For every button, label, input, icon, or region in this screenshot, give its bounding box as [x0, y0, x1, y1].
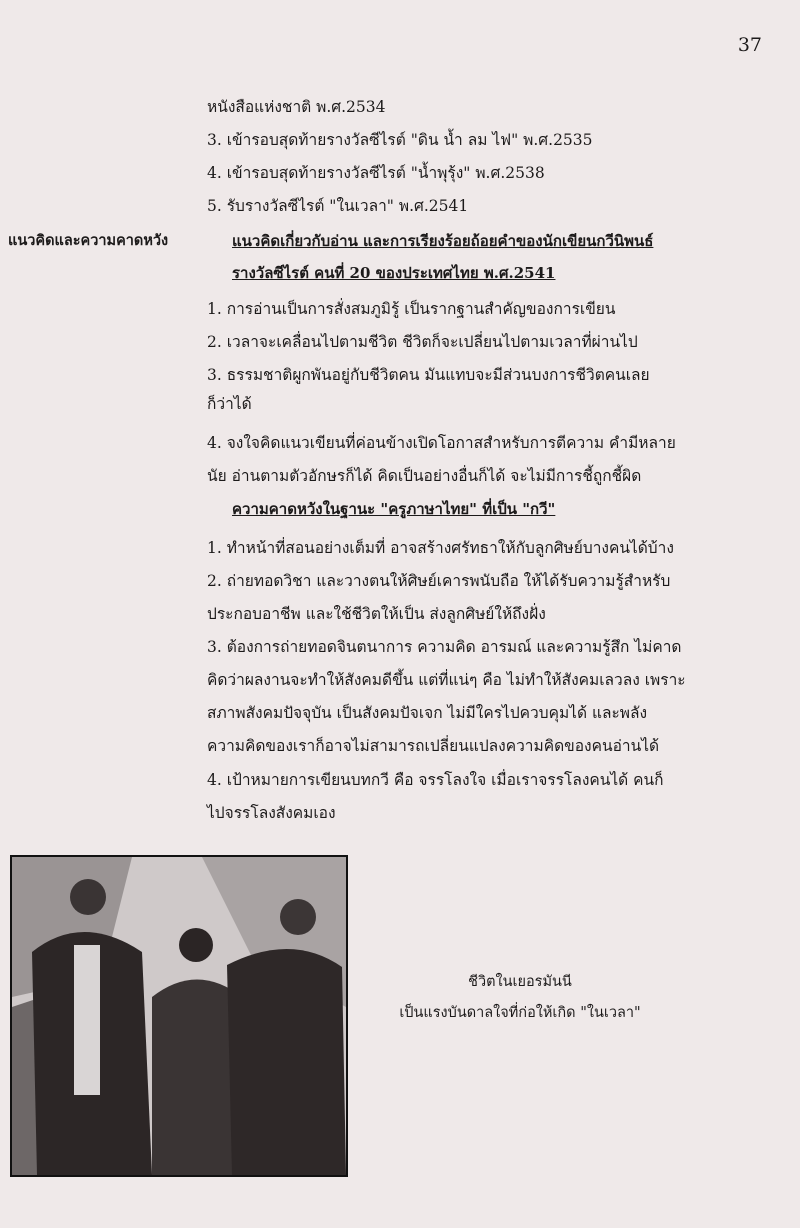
expectation-line: ไปจรรโลงสังคมเอง [207, 804, 336, 822]
expectation-line: 2. ถ่ายทอดวิชา และวางตนให้ศิษย์เคารพนับถือ ให้ได้รับความรู้สำหรับ [207, 572, 671, 590]
idea-line: 3. ธรรมชาติผูกพันอยู่กับชีวิตคน มันแทบจะมีส่วนบงการชีวิตคนเลย [207, 366, 650, 384]
idea-line: ก็ว่าได้ [207, 395, 252, 413]
photo-caption-title: ชีวิตในเยอรมันนี [468, 974, 572, 990]
expectation-line: คิดว่าผลงานจะทำให้สังคมดีขึ้น แต่ที่แน่ๆ คือ ไม่ทำให้สังคมเลวลง เพราะ [207, 671, 686, 689]
page-number: 37 [737, 34, 762, 56]
idea-line: 2. เวลาจะเคลื่อนไปตามชีวิต ชีวิตก็จะเปลี่ยนไปตามเวลาที่ผ่านไป [207, 333, 638, 351]
expectation-line: ประกอบอาชีพ และใช้ชีวิตให้เป็น ส่งลูกศิษย์ให้ถึงฝั่ง [207, 605, 546, 623]
list-line: 5. รับรางวัลซีไรต์ "ในเวลา" พ.ศ.2541 [207, 197, 469, 215]
list-line: 3. เข้ารอบสุดท้ายรางวัลซีไรต์ "ดิน น้ำ ลม ไฟ" พ.ศ.2535 [207, 131, 593, 149]
list-line: หนังสือแห่งชาติ พ.ศ.2534 [207, 98, 386, 116]
expectation-line: 3. ต้องการถ่ายทอดจินตนาการ ความคิด อารมณ์ และความรู้สึก ไม่คาด [207, 638, 682, 656]
list-line: 4. เข้ารอบสุดท้ายรางวัลซีไรต์ "น้ำพุรุ้ง" พ.ศ.2538 [207, 164, 545, 182]
expectation-line: สภาพสังคมปัจจุบัน เป็นสังคมปัจเจก ไม่มีใครไปควบคุมได้ และพลัง [207, 704, 648, 722]
photo-three-people [10, 855, 348, 1177]
photo-caption-text: เป็นแรงบันดาลใจที่ก่อให้เกิด "ในเวลา" [399, 1005, 641, 1021]
section-heading: แนวคิดเกี่ยวกับอ่าน และการเรียงร้อยถ้อยคำของนักเขียนกวีนิพนธ์ [232, 232, 654, 250]
idea-line: 4. จงใจคิดแนวเขียนที่ค่อนข้างเปิดโอกาสสำหรับการตีความ คำมีหลาย [207, 434, 676, 452]
expectation-line: ความคิดของเราก็อาจไม่สามารถเปลี่ยนแปลงความคิดของคนอ่านได้ [207, 737, 660, 755]
idea-line: นัย อ่านตามตัวอักษรก็ได้ คิดเป็นอย่างอื่นก็ได้ จะไม่มีการชี้ถูกชี้ผิด [207, 467, 642, 485]
expectation-line: 4. เป้าหมายการเขียนบทกวี คือ จรรโลงใจ เมื่อเราจรรโลงคนได้ คนก็ [207, 771, 664, 789]
section-heading: ความคาดหวังในฐานะ "ครูภาษาไทย" ที่เป็น "กวี" [232, 500, 556, 518]
section-heading: รางวัลซีไรต์ คนที่ 20 ของประเทศไทย พ.ศ.2541 [232, 264, 556, 282]
side-label: แนวคิดและความคาดหวัง [8, 232, 169, 249]
idea-line: 1. การอ่านเป็นการสั่งสมภูมิรู้ เป็นรากฐานสำคัญของการเขียน [207, 300, 616, 318]
expectation-line: 1. ทำหน้าที่สอนอย่างเต็มที่ อาจสร้างศรัทธาให้กับลูกศิษย์บางคนได้บ้าง [207, 539, 674, 557]
